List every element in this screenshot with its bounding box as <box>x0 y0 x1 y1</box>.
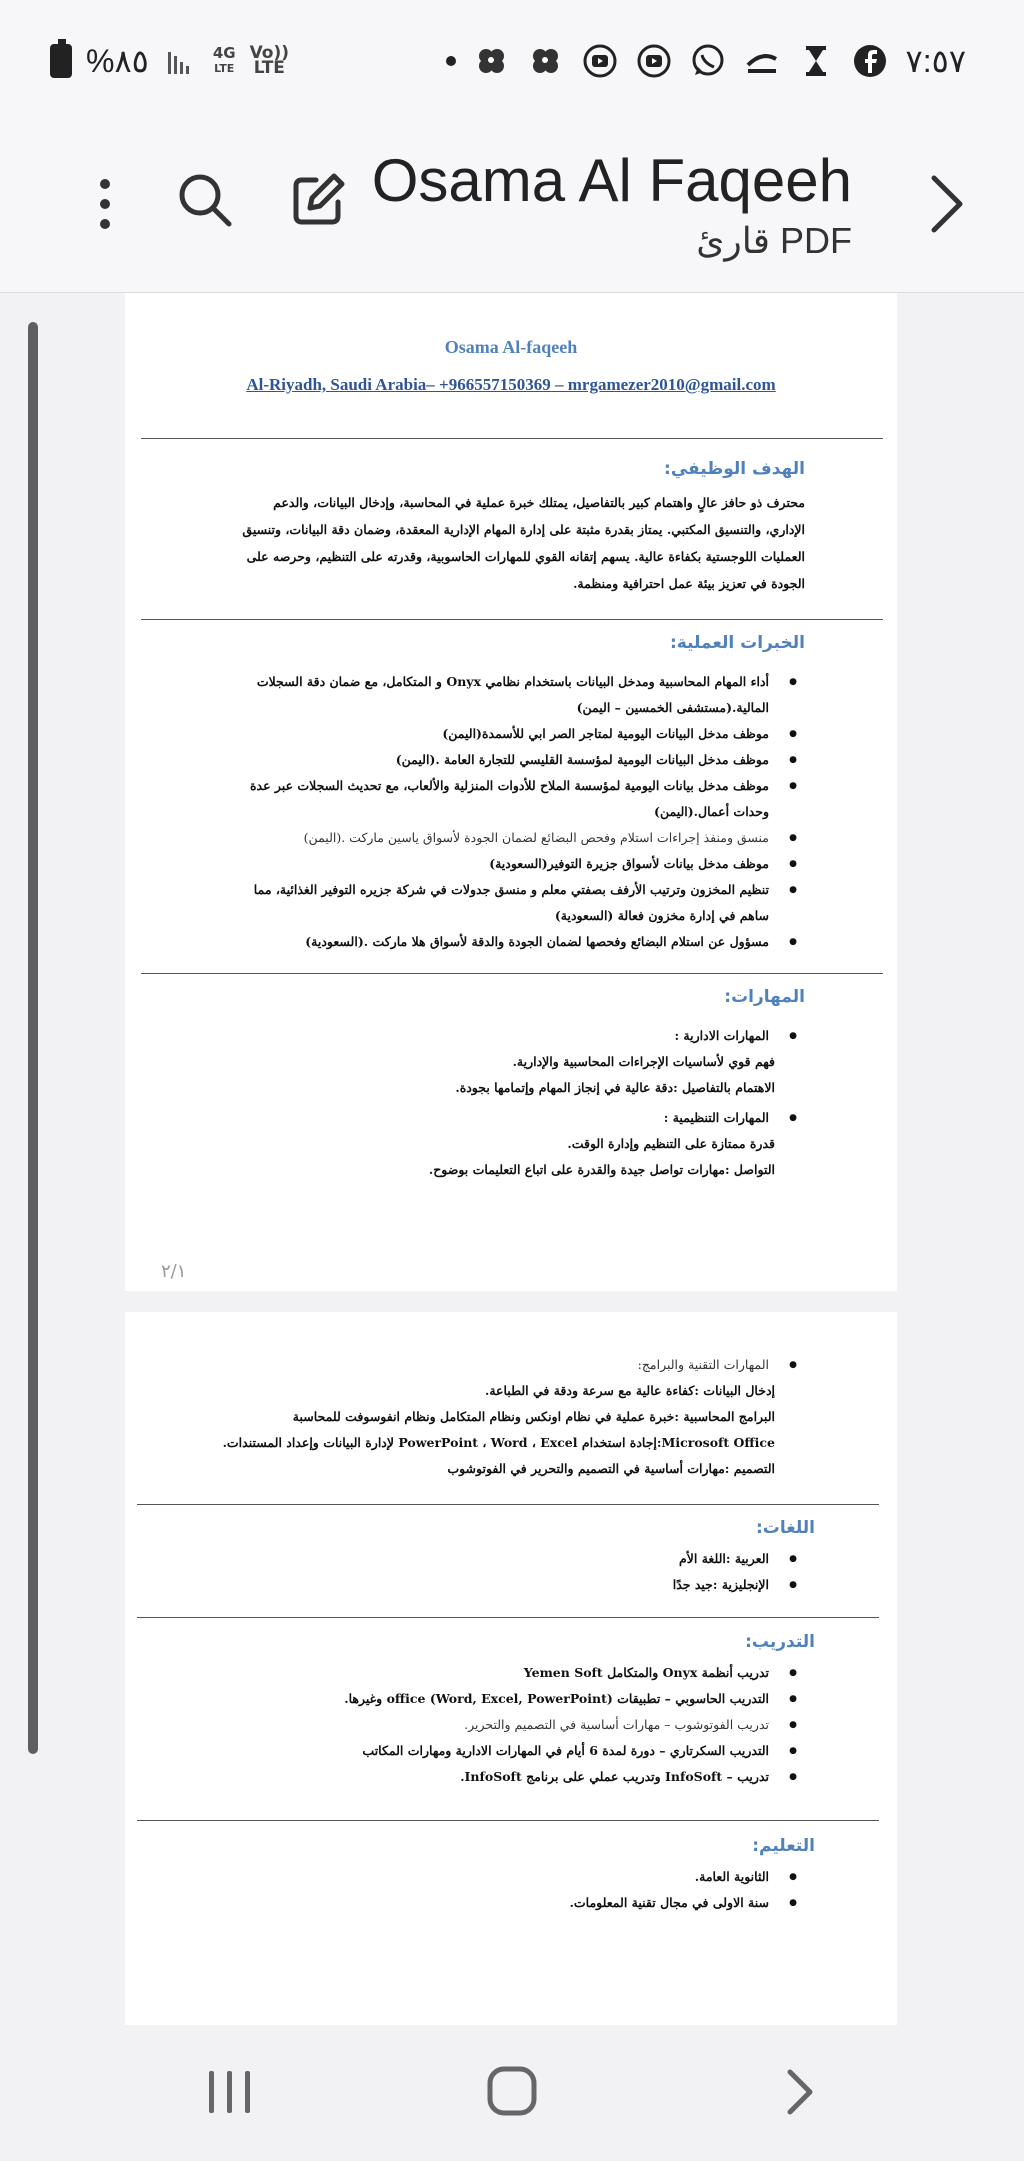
more-options-icon[interactable] <box>85 174 125 234</box>
status-right <box>446 42 966 80</box>
chevron-right-icon[interactable] <box>926 172 966 236</box>
skills-line: فهم قوي لأساسيات الإجراءات المحاسبية والإدارية. <box>512 1054 775 1069</box>
training-title: التدريب: <box>745 1632 815 1652</box>
back-icon[interactable] <box>780 2067 820 2117</box>
list-item: ● تدريب أنظمة Onyx والمتكامل Yemen Soft <box>245 1660 805 1686</box>
app-subtitle: قارئ PDF <box>696 220 852 261</box>
skills-line: الاهتمام بالتفاصيل :دقة عالية في إنجاز المهام وإتمامها بجودة. <box>455 1080 775 1095</box>
tech-line: Microsoft Office:إجادة استخدام PowerPoint ، Word ، Excel لإدارة البيانات وإعداد المستندات. <box>222 1435 775 1450</box>
youtube-icon <box>582 43 618 79</box>
list-item: ● الثانوية العامة. <box>305 1864 805 1890</box>
resume-contact[interactable]: Al-Riyadh, Saudi Arabia– +966557150369 – mrgamezer2010@gmail.com <box>246 375 776 394</box>
document-title: Osama Al Faqeeh <box>371 147 852 214</box>
experience-title: الخبرات العملية: <box>670 633 805 653</box>
languages-list <box>305 1546 805 1598</box>
skills-admin-list <box>285 1023 805 1049</box>
skills-org-list <box>285 1105 805 1131</box>
list-item: ● التدريب السكرتاري – دورة لمدة 6 أيام في المهارات الادارية ومهارات المكاتب <box>245 1738 805 1764</box>
battery-icon <box>50 44 72 78</box>
list-item: ● سنة الاولى في مجال تقنية المعلومات. <box>305 1890 805 1916</box>
battery-level: %٨٥ <box>86 43 149 79</box>
edit-icon[interactable] <box>288 170 348 230</box>
transfer-icon <box>744 43 780 79</box>
list-item: ● المهارات التقنية والبرامج: <box>285 1352 805 1378</box>
dot-icon <box>446 56 456 66</box>
list-item: ● العربية :اللغة الأم <box>305 1546 805 1572</box>
recent-apps-icon[interactable] <box>205 2067 255 2117</box>
objective-paragraph: محترف ذو حافز عالٍ واهتمام كبير بالتفاصيل، يمتلك خبرة عملية في المحاسبة، وإدخال البيانات، والدعم الإداري، والتنسيق المكتبي. يمتاز بقدرة مثبتة على إدارة المهام الإدارية المعقدة، وضمان دقة البيانات، وتنسيق العمليات اللوجستية بكفاءة عالية. يسهم إتقانه القوي للمهارات الحاسوبية، وقدرته على التنظيم، وحرصه على الجودة في تعزيز بيئة عمل احترافية ومنظمة. <box>242 495 805 591</box>
tech-line: إدخال البيانات :كفاءة عالية مع سرعة ودقة في الطباعة. <box>484 1383 775 1398</box>
objective-title: الهدف الوظيفي: <box>664 459 805 479</box>
languages-title: اللغات: <box>755 1518 815 1538</box>
tech-line: البرامج المحاسبية :خبرة عملية في نظام اونكس ونظام المتكامل ونظام انفوسوفت للمحاسبة <box>292 1409 775 1424</box>
app-bar <box>0 120 1024 293</box>
education-list <box>305 1864 805 1916</box>
status-left <box>50 42 289 80</box>
signal-icon <box>163 43 199 79</box>
home-icon[interactable] <box>486 2065 538 2117</box>
list-item: ● التدريب الحاسوبي – تطبيقات office (Word, Excel, PowerPoint) وغيرها. <box>245 1686 805 1712</box>
divider <box>137 1504 879 1505</box>
divider <box>141 438 883 439</box>
list-item: ● منسق ومنفذ إجراءات استلام وفحص البضائع لضمان الجودة لأسواق ياسين ماركت .(اليمن) <box>245 825 805 851</box>
clock: ٧:٥٧ <box>905 43 966 79</box>
whatsapp-icon <box>690 43 726 79</box>
divider <box>137 1617 879 1618</box>
youtube-icon <box>636 43 672 79</box>
training-list <box>245 1660 805 1790</box>
experience-list <box>245 669 805 955</box>
list-item: ● المهارات التنظيمية : <box>285 1105 805 1131</box>
skills-line: التواصل :مهارات تواصل جيدة والقدرة على اتباع التعليمات بوضوح. <box>428 1162 775 1177</box>
pdf-page-2 <box>125 1312 897 2025</box>
search-icon[interactable] <box>175 170 235 230</box>
pdf-page-1 <box>125 293 897 1291</box>
list-item: ● موظف مدخل البيانات اليومية لمتاجر الصر ابي للأسمدة(اليمن) <box>245 721 805 747</box>
tech-line: التصميم :مهارات أساسية في التصميم والتحرير في الفوتوشوب <box>447 1461 775 1476</box>
scrollbar-thumb[interactable] <box>28 322 38 1754</box>
brain-icon <box>528 43 564 79</box>
page-number: ٢/١ <box>161 1261 187 1282</box>
list-item: ● تنظيم المخزون وترتيب الأرفف بصفتي معلم و منسق جدولات في شركة جزيره التوفير الغذائية، مما ساهم في إدارة مخزون فعالة (السعودية) <box>245 877 805 929</box>
list-item: ● موظف مدخل بيانات لأسواق جزيرة التوفير(السعودية) <box>245 851 805 877</box>
list-item: ● موظف مدخل البيانات اليومية لمؤسسة القليسي للتجارة العامة .(اليمن) <box>245 747 805 773</box>
list-item: ● أداء المهام المحاسبية ومدخل البيانات باستخدام نظامي Onyx و المتكامل، مع ضمان دقة السجلات المالية.(مستشفى الخمسين – اليمن) <box>245 669 805 721</box>
hourglass-icon <box>798 43 834 79</box>
list-item: ● الإنجليزية :جيد جدًا <box>305 1572 805 1598</box>
divider <box>137 1820 879 1821</box>
divider <box>141 973 883 974</box>
network-4g-icon: 4G LTE <box>212 44 236 75</box>
education-title: التعليم: <box>752 1836 815 1856</box>
list-item: ● مسؤول عن استلام البضائع وفحصها لضمان الجودة والدقة لأسواق هلا ماركت .(السعودية) <box>245 929 805 955</box>
volte-icon: Vo)) LTE <box>249 43 290 78</box>
divider <box>141 619 883 620</box>
resume-name: Osama Al-faqeeh <box>444 337 578 357</box>
list-item: ● موظف مدخل بيانات اليومية لمؤسسة الملاح للأدوات المنزلية والألعاب، مع تحديث السجلات عبر عدة وحدات أعمال.(اليمن) <box>245 773 805 825</box>
list-item: ● المهارات الادارية : <box>285 1023 805 1049</box>
facebook-icon <box>852 43 888 79</box>
list-item: ● تدريب – InfoSoft وتدريب عملي على برنامج InfoSoft. <box>245 1764 805 1790</box>
navigation-bar <box>0 2025 1024 2161</box>
tech-skills-list <box>285 1352 805 1378</box>
list-item: ● تدريب الفوتوشوب – مهارات أساسية في التصميم والتحرير. <box>245 1712 805 1738</box>
status-bar <box>0 0 1024 120</box>
skills-line: قدرة ممتازة على التنظيم وإدارة الوقت. <box>567 1136 775 1151</box>
brain-icon <box>474 43 510 79</box>
skills-title: المهارات: <box>724 987 805 1007</box>
